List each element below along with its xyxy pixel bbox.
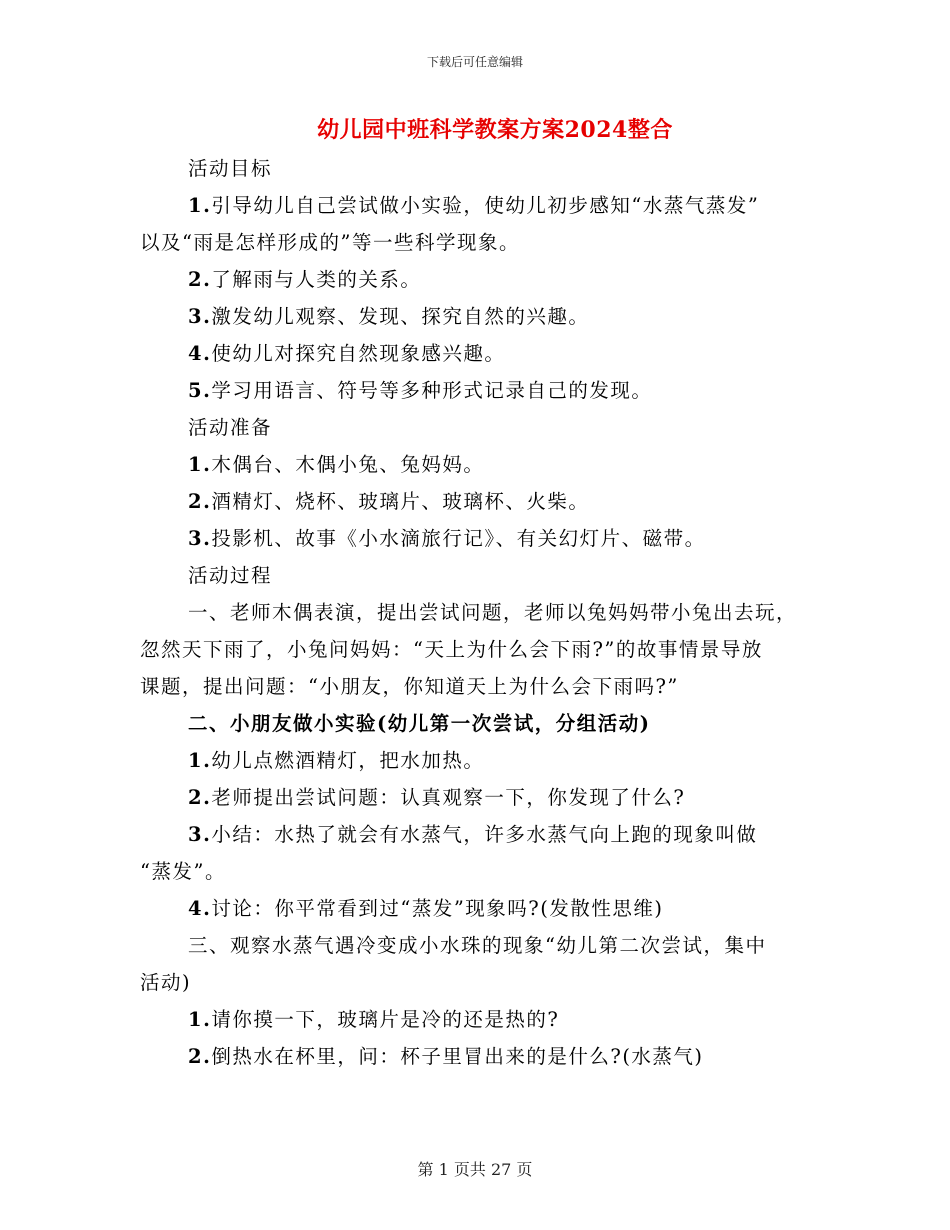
line-text: 木偶台、木偶小兔、兔妈妈。 bbox=[211, 453, 485, 476]
list-number: 5. bbox=[188, 379, 212, 402]
body-line bbox=[140, 742, 820, 779]
body-line bbox=[140, 964, 820, 1001]
line-text: 活动准备 bbox=[188, 416, 273, 439]
line-text: 请你摸一下，玻璃片是冷的还是热的? bbox=[211, 1008, 560, 1031]
line-text: 一、老师木偶表演，提出尝试问题，老师以兔妈妈带小兔出去玩， bbox=[188, 601, 798, 624]
body-line bbox=[140, 187, 820, 224]
line-text: 了解雨与人类的关系。 bbox=[211, 268, 422, 291]
list-number: 1. bbox=[188, 1008, 212, 1031]
page-footer: 第 1 页共 27 页 bbox=[417, 1160, 533, 1179]
line-text: 活动目标 bbox=[188, 157, 273, 180]
body-line bbox=[140, 705, 820, 742]
line-text: 酒精灯、烧杯、玻璃片、玻璃杯、火柴。 bbox=[211, 490, 590, 513]
body-line bbox=[140, 335, 820, 372]
line-text: 倒热水在杯里，问：杯子里冒出来的是什么?(水蒸气) bbox=[211, 1045, 704, 1068]
line-text: 三、观察水蒸气遇冷变成小水珠的现象“幼儿第二次尝试，集中 bbox=[188, 934, 767, 957]
line-text: 讨论：你平常看到过“蒸发”现象吗?(发散性思维) bbox=[211, 897, 664, 920]
body-line bbox=[140, 446, 820, 483]
body-line bbox=[140, 668, 820, 705]
list-number: 4. bbox=[188, 342, 212, 365]
line-text: 激发幼儿观察、发现、探究自然的兴趣。 bbox=[211, 305, 590, 328]
body-line bbox=[140, 298, 820, 335]
line-text: 学习用语言、符号等多种形式记录自己的发现。 bbox=[211, 379, 653, 402]
list-number: 2. bbox=[188, 490, 212, 513]
line-text: 幼儿点燃酒精灯，把水加热。 bbox=[211, 749, 485, 772]
body-line bbox=[140, 853, 820, 890]
body-line bbox=[140, 372, 820, 409]
body-line bbox=[140, 261, 820, 298]
line-text: 投影机、故事《小水滴旅行记》、有关幻灯片、磁带。 bbox=[211, 527, 706, 550]
line-text: 忽然天下雨了，小兔问妈妈：“天上为什么会下雨?”的故事情景导放 bbox=[140, 638, 763, 661]
body-line bbox=[140, 779, 820, 816]
list-number: 1. bbox=[188, 453, 212, 476]
body-line bbox=[140, 927, 820, 964]
list-number: 3. bbox=[188, 305, 212, 328]
list-number: 2. bbox=[188, 786, 212, 809]
line-text: “蒸发”。 bbox=[140, 860, 226, 883]
list-number: 2. bbox=[188, 268, 212, 291]
document-body bbox=[140, 150, 820, 1075]
body-line bbox=[140, 594, 820, 631]
line-text: 老师提出尝试问题：认真观察一下，你发现了什么? bbox=[211, 786, 686, 809]
body-line bbox=[140, 224, 820, 261]
body-line bbox=[140, 557, 820, 594]
document-title: 幼儿园中班科学教案方案2024整合 bbox=[317, 117, 673, 143]
body-line bbox=[140, 631, 820, 668]
body-line bbox=[140, 1001, 820, 1038]
line-text: 活动) bbox=[140, 971, 192, 994]
body-line bbox=[140, 1038, 820, 1075]
line-text: 课题，提出问题：“小朋友，你知道天上为什么会下雨吗?” bbox=[140, 675, 679, 698]
list-number: 2. bbox=[188, 1045, 212, 1068]
list-number: 3. bbox=[188, 823, 212, 846]
body-line bbox=[140, 409, 820, 446]
line-text: 活动过程 bbox=[188, 564, 273, 587]
line-text: 使幼儿对探究自然现象感兴趣。 bbox=[211, 342, 506, 365]
body-line bbox=[140, 150, 820, 187]
body-line bbox=[140, 520, 820, 557]
list-number: 3. bbox=[188, 527, 212, 550]
line-text: 二、小朋友做小实验(幼儿第一次尝试，分组活动) bbox=[188, 712, 651, 735]
list-number: 1. bbox=[188, 194, 212, 217]
header-note: 下载后可任意编辑 bbox=[426, 55, 523, 69]
body-line bbox=[140, 890, 820, 927]
body-line bbox=[140, 816, 820, 853]
line-text: 以及“雨是怎样形成的”等一些科学现象。 bbox=[140, 231, 520, 254]
list-number: 1. bbox=[188, 749, 212, 772]
body-line bbox=[140, 483, 820, 520]
list-number: 4. bbox=[188, 897, 212, 920]
line-text: 引导幼儿自己尝试做小实验，使幼儿初步感知“水蒸气蒸发” bbox=[211, 194, 760, 217]
line-text: 小结：水热了就会有水蒸气，许多水蒸气向上跑的现象叫做 bbox=[211, 823, 758, 846]
